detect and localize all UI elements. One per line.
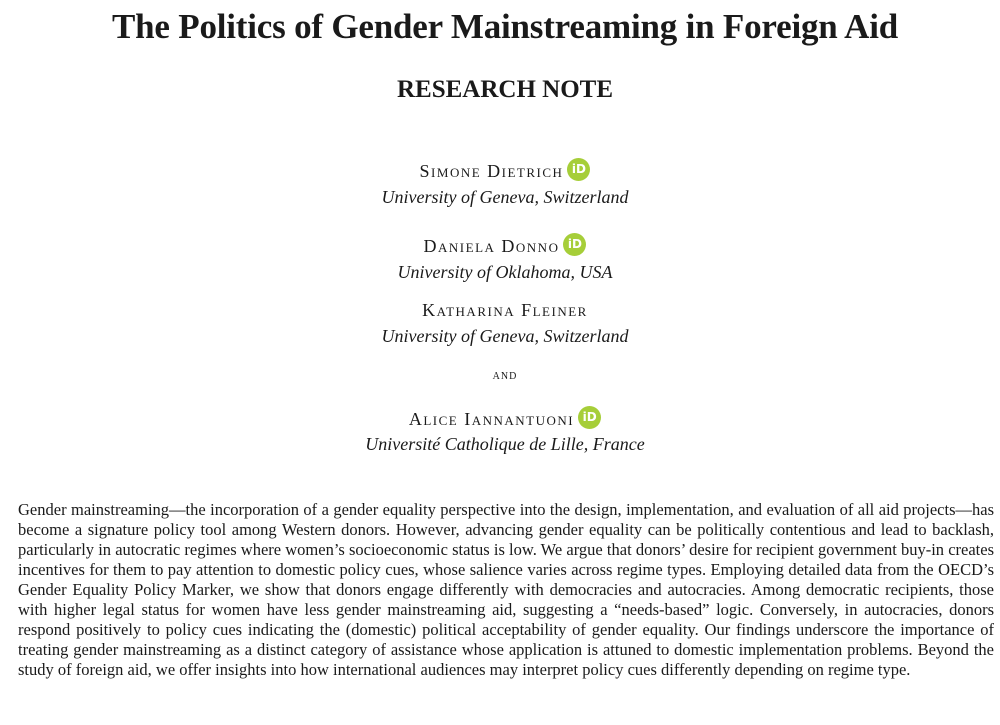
orcid-icon[interactable]: iD [563, 233, 586, 256]
author-name-text: Katharina Fleiner [422, 300, 588, 320]
author-affiliation-4: Université Catholique de Lille, France [365, 434, 645, 454]
orcid-icon[interactable]: iD [567, 158, 590, 181]
author-name-1 [0, 158, 1000, 182]
abstract-paragraph: Gender mainstreaming—the incorporation of a gender equality perspective into the design, implementation, and evaluation of all aid projects—has become a signature policy tool among Western donors. However, advancing gender equality can be politically contentious and lead to backlash, particularly in autocratic regimes where women’s socioeconomic status is low. We argue that donors’ desire for recipient government buy-in creates incentives for them to pay attention to domestic policy cues, whose salience varies across regime types. Employing detailed data from the OECD’s Gender Equality Policy Marker, we show that donors engage differently with democracies and autocracies. Among democratic recipients, those with higher legal status for women have less gender mainstreaming aid, suggesting a “needs-based” logic. Conversely, in autocracies, donors respond positively to policy cues indicating the (domestic) political acceptability of gender equality. Our findings underscore the importance of treating gender mainstreaming as a distinct category of assistance whose application is attuned to domestic implementation problems. Beyond the study of foreign aid, we offer insights into how international audiences may interpret policy cues differently depending on regime type. [18, 500, 994, 679]
author-name-3 [0, 299, 1000, 321]
author-name-text: Simone Dietrich [419, 161, 564, 181]
paper-title: The Politics of Gender Mainstreaming in Foreign Aid [111, 7, 899, 46]
author-affiliation-3: University of Geneva, Switzerland [381, 326, 629, 346]
author-name-text: Daniela Donno [423, 236, 560, 256]
paper-type-label: RESEARCH NOTE [396, 76, 613, 103]
author-conjunction: and [492, 368, 518, 383]
orcid-icon[interactable]: iD [578, 406, 601, 429]
author-affiliation-1: University of Geneva, Switzerland [381, 187, 629, 207]
author-name-4 [0, 406, 1000, 430]
author-affiliation-2: University of Oklahoma, USA [397, 262, 613, 282]
author-name-2 [0, 233, 1000, 257]
author-name-text: Alice Iannantuoni [408, 409, 575, 429]
